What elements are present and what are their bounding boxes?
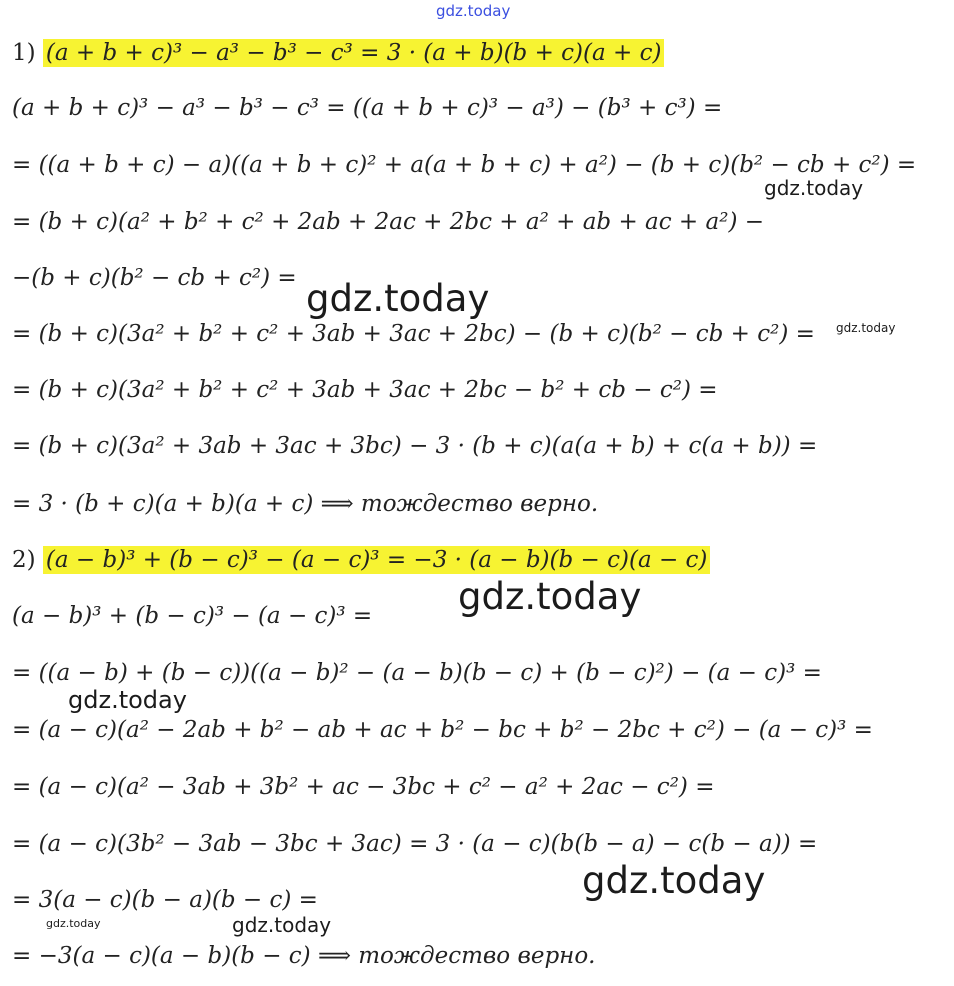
- problem2-step-1: (a − b)³ + (b − c)³ − (a − c)³ =: [12, 603, 373, 629]
- problem1-statement-line: [12, 42, 664, 65]
- problem2-step-6: = 3(a − c)(b − a)(b − c) =: [12, 887, 318, 913]
- watermark-6: gdz.today: [582, 859, 766, 902]
- problem1-number: 1): [12, 40, 36, 66]
- problem2-statement-line: [12, 549, 710, 572]
- watermark-8: gdz.today: [232, 913, 332, 937]
- watermark-5: gdz.today: [68, 686, 187, 714]
- problem1-step-8: = 3 · (b + c)(a + b)(a + c) ⟹ тождество верно.: [12, 491, 599, 517]
- problem1-step-1: (a + b + c)³ − a³ − b³ − c³ = ((a + b + c)³ − a³) − (b³ + c³) =: [12, 95, 723, 121]
- problem1-step-4: −(b + c)(b² − cb + c²) =: [12, 265, 297, 291]
- problem1-step-3: = (b + c)(a² + b² + c² + 2ab + 2ac + 2bc + a² + ab + ac + a²) −: [12, 209, 765, 235]
- problem2-step-2: = ((a − b) + (b − c))((a − b)² − (a − b)(b − c) + (b − c)²) − (a − c)³ =: [12, 660, 822, 686]
- site-link-top[interactable]: gdz.today: [436, 2, 511, 20]
- watermark-4: gdz.today: [458, 575, 642, 618]
- problem1-step-7: = (b + c)(3a² + 3ab + 3ac + 3bc) − 3 · (b + c)(a(a + b) + c(a + b)) =: [12, 433, 818, 459]
- watermark-3: gdz.today: [836, 321, 896, 335]
- problem1-step-2: = ((a + b + c) − a)((a + b + c)² + a(a + b + c) + a²) − (b + c)(b² − cb + c²) =: [12, 152, 917, 178]
- problem1-step-5: = (b + c)(3a² + b² + c² + 3ab + 3ac + 2bc) − (b + c)(b² − cb + c²) =: [12, 321, 815, 347]
- problem2-step-3: = (a − c)(a² − 2ab + b² − ab + ac + b² − bc + b² − 2bc + c²) − (a − c)³ =: [12, 717, 873, 743]
- problem2-statement: (a − b)³ + (b − c)³ − (a − c)³ = −3 · (a − b)(b − c)(a − c): [43, 546, 711, 574]
- watermark-7: gdz.today: [46, 917, 101, 930]
- problem1-step-6: = (b + c)(3a² + b² + c² + 3ab + 3ac + 2bc − b² + cb − c²) =: [12, 377, 718, 403]
- watermark-2: gdz.today: [306, 277, 490, 320]
- problem1-statement: (a + b + c)³ − a³ − b³ − c³ = 3 · (a + b)(b + c)(a + c): [43, 39, 665, 67]
- problem2-step-7: = −3(a − c)(a − b)(b − c) ⟹ тождество верно.: [12, 943, 596, 969]
- problem2-number: 2): [12, 547, 36, 573]
- problem2-step-5: = (a − c)(3b² − 3ab − 3bc + 3ac) = 3 · (a − c)(b(b − a) − c(b − a)) =: [12, 831, 818, 857]
- watermark-1: gdz.today: [764, 176, 864, 200]
- problem2-step-4: = (a − c)(a² − 3ab + 3b² + ac − 3bc + c² − a² + 2ac − c²) =: [12, 774, 715, 800]
